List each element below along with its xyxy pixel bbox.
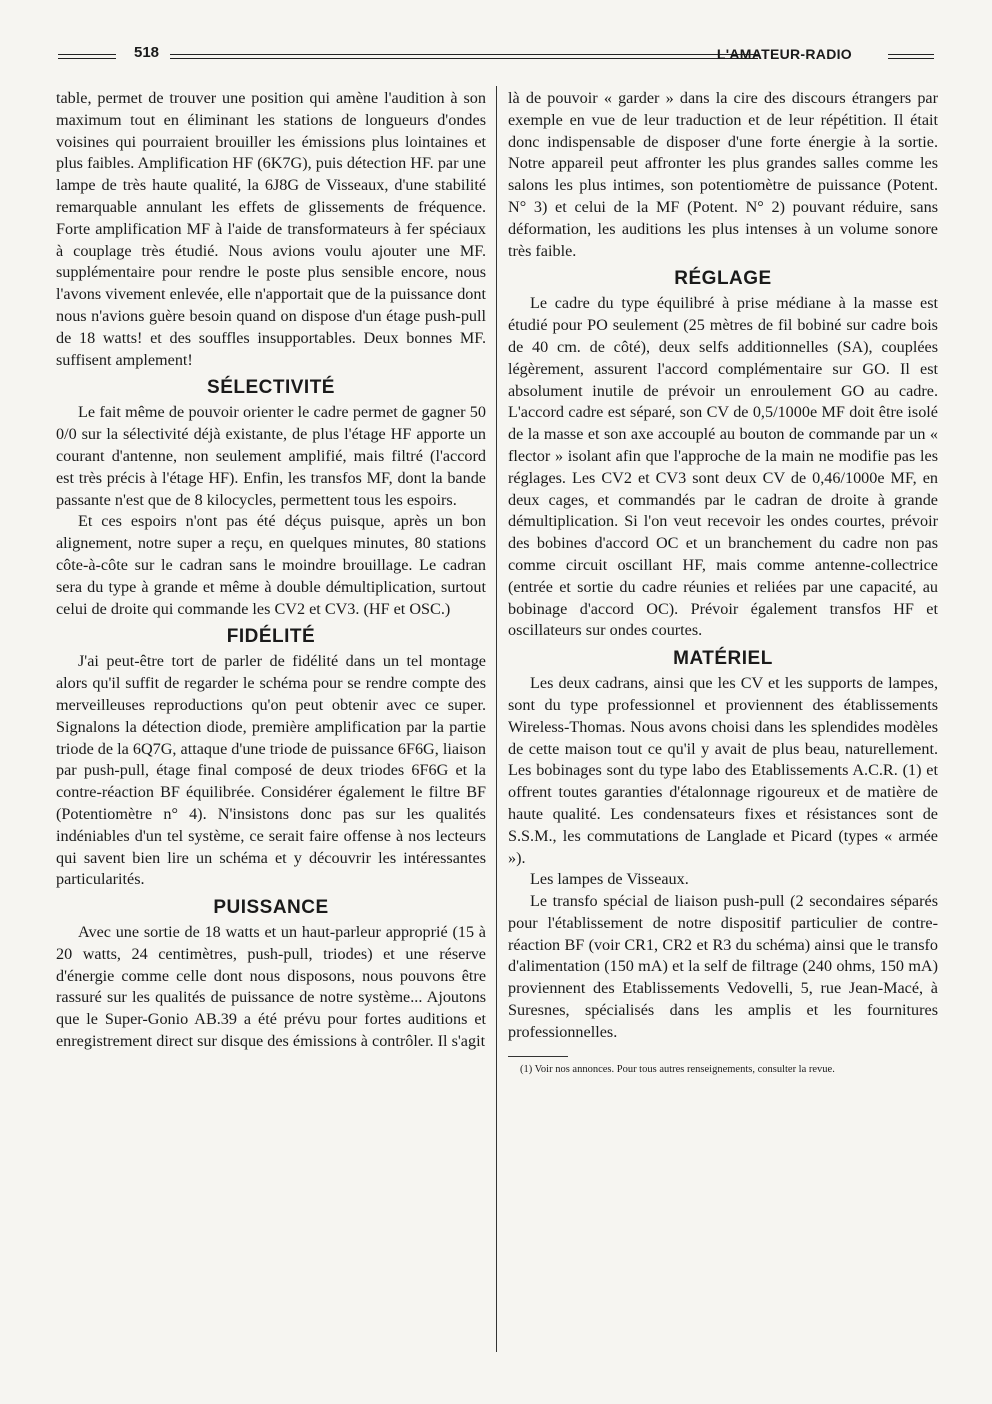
continued-paragraph: là de pouvoir « garder » dans la cire des discours étrangers par exemple en vue de leur traduction et de leur répétition. Il était donc indispensable de disposer d'une forte énergie à la sortie. Notre appareil peut affronter les plus grandes salles comme les salons les plus intimes, son potentiomètre de puissance (Potent. N° 3) et celui de la MF (Potent. N° 2) pouvant réduire, sans déformation, les auditions les plus intenses à un volume sonore très faible. [508, 89, 938, 260]
section-heading-reglage: RÉGLAGE [674, 268, 772, 290]
puissance-paragraph: Avec une sortie de 18 watts et un haut-parleur approprié (15 à 20 watts, 24 centimètres, push-pull, triodes) et une réserve d'énergie comme celle dont nous disposons, nous pouvons être rassuré sur les qualités de puissance de notre système... Ajoutons que le Super-Gonio AB.39 a été prévu pour fortes auditions et enregistrement direct sur disque des émissions à contrôler. Il s'agit [56, 923, 486, 1051]
section-heading-fidelite: FIDÉLITÉ [226, 626, 316, 648]
header-rule-right [888, 54, 934, 55]
right-column [508, 88, 938, 1077]
page-number: 518 [134, 44, 160, 61]
intro-continued-paragraph: table, permet de trouver une position qui amène l'audition à son maximum tout en éliminant les stations de longueurs d'ondes voisines qui pourraient brouiller les émissions plus lointaines et plus faibles. Amplification HF (6K7G), puis détection HF. par une lampe de très haute qualité, la 6J8G de Visseaux, d'une stabilité remarquable annulant les effets de glissements de fréquence. Forte amplification MF à l'aide de transformateurs à fer spéciaux à couplage très étudié. Nous avions voulu ajouter une MF. supplémentaire pour rendre le poste plus sensible encore, nous l'avons vivement enlevée, elle n'apportait que de la puissance dont nous n'avions guère besoin quand on dispose d'un étage push-pull de 18 watts! et des souffles insupportables. Deux bonnes MF. suffisent amplement! [56, 89, 486, 369]
column-divider [496, 86, 497, 1352]
section-heading-puissance: PUISSANCE [213, 897, 329, 919]
materiel-paragraph-3: Le transfo spécial de liaison push-pull (2 secondaires séparés pour l'établissement de notre dispositif particulier de contre-réaction BF (voir CR1, CR2 et R3 du schéma) ainsi que le transfo d'alimentation (150 mA) et la self de filtrage (240 ohms, 150 mA) proviennent des Etablissements Vedovelli, 5, rue Jean-Macé, à Suresnes, spécialisés dans les amplis et les fournitures professionnelles. [508, 892, 938, 1041]
header-rule-left [58, 54, 116, 55]
fidelite-paragraph: J'ai peut-être tort de parler de fidélité dans un tel montage alors qu'il suffit de regarder le schéma pour se rendre compte des merveilleuses reproductions qu'on peut obtenir avec ce super. Signalons la détection diode, première amplification par la partie triode de la 6Q7G, attaque d'une triode de puissance 6F6G, liaison par push-pull, étage final composé de deux triodes 6F6G et la contre-réaction BF équilibrée. Considérer également le filtre BF (Potentiomètre n° 4). N'insistons donc pas sur les qualités indéniables d'un tel système, ce serait faire offense à nos lecteurs qui savent bien lire un schéma et y découvrir les intéressantes particularités. [56, 652, 486, 889]
section-heading-materiel: MATÉRIEL [673, 648, 773, 670]
materiel-paragraph-1: Les deux cadrans, ainsi que les CV et les supports de lampes, sont du type professionnel et proviennent des établissements Wireless-Thomas. Nous avons choisi dans les splendides modèles de cette maison tout ce qu'il y avait de plus beau, naturellement. Les bobinages sont du type labo des Etablissements A.C.R. (1) et offrent toutes garanties d'étalonnage rigoureux et de matière de haute qualité. Les condensateurs fixes et résistances sont de S.S.M., les commutations de Langlade et Picard (types « armée »). [508, 674, 938, 867]
footnote: (1) Voir nos annonces. Pour tous autres renseignements, consulter la revue. [520, 1063, 835, 1075]
header-rule-center [170, 54, 758, 55]
left-column [56, 88, 486, 1053]
footnote-rule [508, 1056, 568, 1057]
page-header [58, 44, 934, 68]
selectivite-paragraph-1: Le fait même de pouvoir orienter le cadre permet de gagner 50 0/0 sur la sélectivité déjà existante, de plus l'étage HF apporte un courant d'antenne, non seulement amplifié, mais filtré (l'accord est très précis à l'étage HF). Enfin, les transfos MF, dont la bande passante n'est que de 8 kilocycles, permettent tous les espoirs. [56, 403, 486, 509]
selectivite-paragraph-2: Et ces espoirs n'ont pas été déçus puisque, après un bon alignement, notre super a reçu, en quelques minutes, 80 stations côte-à-côte sur le cadran sans le moindre brouillage. Le cadran sera du type à grande et même à double démultiplication, surtout celui de droite qui commande les CV2 et CV3. (HF et OSC.) [56, 512, 486, 618]
section-heading-selectivite: SÉLECTIVITÉ [207, 377, 335, 399]
materiel-paragraph-2: Les lampes de Visseaux. [530, 870, 689, 889]
reglage-paragraph: Le cadre du type équilibré à prise médiane à la masse est étudié pour PO seulement (25 mètres de fil bobiné sur cadre bois de 40 cm. de côté), deux selfs additionnelles (SA), couplées légèrement, assurent l'accord complémentaire sur GO. Il est absolument inutile de prévoir un enroulement GO au cadre. L'accord cadre est séparé, son CV de 0,5/1000e MF doit être isolé de la masse et son axe accouplé au bouton de commande par un « flector » isolant afin que l'approche de la main ne modifie pas les réglages. Les CV2 et CV3 sont deux CV de 0,46/1000e MF, en deux cages, et commandés par le cadran de droite à grande démultiplication. Si l'on veut recevoir les ondes courtes, prévoir des bobines d'accord OC et un branchement du cadre non pas comme circuit oscillant HF, mais comme antenne-collectrice (entrée et sortie du cadre réunies et reliées par une capacité, au bobinage d'accord OC). Prévoir également transfos HF et oscillateurs sur ondes courtes. [508, 294, 938, 640]
journal-title: L'AMATEUR-RADIO [716, 46, 852, 62]
